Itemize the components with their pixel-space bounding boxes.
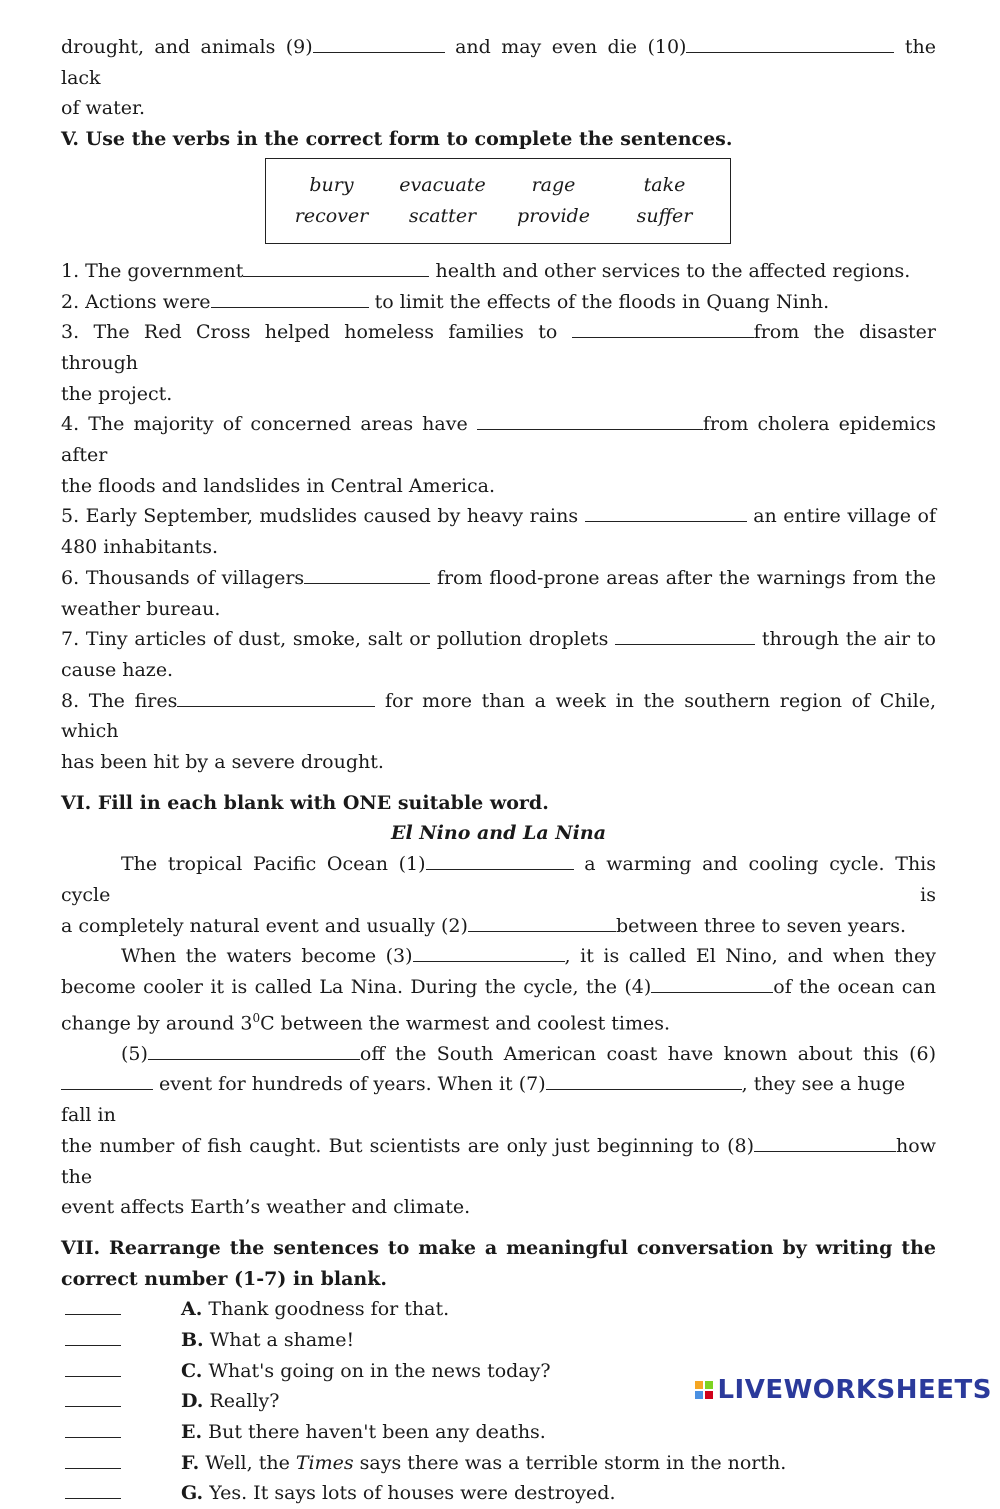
section-7-heading: VII. Rearrange the sentences to make a meaningful conversation by writing the correct number (1-7) in blank. (61, 1236, 936, 1290)
letter: B. (181, 1329, 204, 1352)
item-1 (61, 256, 936, 287)
p3-line-3 (61, 1131, 936, 1192)
text: 4. The majority of concerned areas have (61, 413, 468, 436)
answer-blank-2[interactable] (468, 911, 616, 932)
section-6-heading: VI. Fill in each blank with ONE suitable word. (61, 791, 549, 814)
word: suffer (636, 204, 693, 227)
top-line-2: of water. (61, 97, 146, 120)
logo-mark-icon (695, 1381, 713, 1399)
text: change by around 3 (61, 1012, 253, 1035)
text: 8. The fires (61, 689, 178, 712)
word: bury (309, 173, 354, 196)
word: provide (517, 204, 590, 227)
text: 1. The government (61, 259, 244, 282)
text: become cooler it is called La Nina. During the cycle, the (4) (61, 975, 652, 998)
conversation-item-f (61, 1448, 936, 1479)
text: Thank goodness for that. (208, 1298, 450, 1321)
answer-blank[interactable] (304, 563, 430, 584)
text (181, 1417, 546, 1448)
answer-blank[interactable] (243, 256, 429, 277)
text: C between the warmest and coolest times. (260, 1012, 671, 1035)
letter: E. (181, 1421, 203, 1444)
letter: C. (181, 1359, 203, 1382)
text: What a shame! (209, 1329, 355, 1352)
letter: A. (181, 1298, 203, 1321)
logo-square (705, 1391, 713, 1399)
item-3 (61, 317, 936, 378)
order-blank[interactable] (65, 1358, 121, 1377)
item-4 (61, 409, 936, 470)
text: to limit the effects of the floods in Quang Ninh. (374, 290, 830, 313)
text (181, 1448, 786, 1479)
text: from flood-prone areas after the warnings from the (436, 566, 937, 589)
word-box (265, 158, 731, 244)
text: 7. Tiny articles of dust, smoke, salt or pollution droplets (61, 628, 609, 651)
logo-text: LIVEWORKSHEETS (717, 1375, 992, 1405)
p3-line-4: event affects Earth’s weather and climate. (61, 1196, 471, 1219)
text: drought, and animals (9) (61, 36, 313, 58)
text: The tropical Pacific Ocean (1) (121, 853, 426, 876)
text: event for hundreds of years. When it (7) (159, 1073, 546, 1096)
text: But there haven't been any deaths. (208, 1421, 546, 1444)
item-6 (61, 563, 936, 594)
text: for more than a week in the southern region of Chile, which (61, 689, 936, 743)
p1-line-2 (61, 911, 936, 942)
item-4-cont: the floods and landslides in Central America. (61, 474, 496, 497)
item-8-cont: has been hit by a severe drought. (61, 751, 384, 774)
order-blank[interactable] (65, 1296, 121, 1315)
text: 5. Early September, mudslides caused by heavy rains (61, 505, 579, 528)
order-blank[interactable] (65, 1480, 121, 1499)
text: from the disaster through (61, 321, 937, 374)
item-5-cont: 480 inhabitants. (61, 536, 219, 559)
answer-blank-1[interactable] (426, 849, 574, 870)
text (181, 1325, 354, 1356)
letter: G. (181, 1482, 204, 1505)
logo-square (695, 1391, 703, 1399)
item-3-cont: the project. (61, 382, 173, 405)
word: take (643, 173, 686, 196)
text: how the (61, 1134, 936, 1188)
answer-blank[interactable] (211, 287, 369, 308)
item-5 (61, 501, 936, 532)
item-7-cont: cause haze. (61, 658, 174, 681)
text (181, 1478, 615, 1509)
passage-title: El Nino and La Nina (390, 822, 607, 845)
answer-blank-9[interactable] (313, 32, 445, 53)
section-5-heading: V. Use the verbs in the correct form to complete the sentences. (61, 128, 733, 151)
text: Really? (209, 1390, 280, 1413)
p1-line-1 (61, 849, 936, 910)
conversation-item-e (61, 1417, 936, 1448)
text: between three to seven years. (615, 914, 907, 937)
p2-line-3 (61, 1003, 936, 1039)
conversation-item-b (61, 1325, 936, 1356)
text: an entire village of (753, 505, 937, 528)
text: , it is called El Nino, and when they (564, 945, 936, 968)
answer-blank[interactable] (177, 686, 375, 707)
text: health and other services to the affected regions. (435, 259, 911, 282)
answer-blank[interactable] (615, 624, 755, 645)
conversation-item-g (61, 1478, 936, 1509)
item-8 (61, 686, 936, 747)
order-blank[interactable] (65, 1450, 121, 1469)
conversation-item-a (61, 1294, 936, 1325)
text: 3. The Red Cross helped homeless families to (61, 321, 558, 344)
answer-blank[interactable] (572, 317, 754, 338)
text: of the ocean can (773, 975, 936, 998)
answer-blank-3[interactable] (413, 941, 565, 962)
answer-blank[interactable] (585, 501, 747, 522)
answer-blank-8[interactable] (754, 1131, 896, 1152)
word: scatter (408, 204, 477, 227)
text: What's going on in the news today? (208, 1359, 551, 1382)
answer-blank[interactable] (477, 409, 703, 430)
answer-blank-5[interactable] (148, 1039, 360, 1060)
p3-line-1 (61, 1039, 936, 1070)
text: , they see a huge fall in (61, 1073, 906, 1127)
item-6-cont: weather bureau. (61, 597, 221, 620)
text: 6. Thousands of villagers (61, 566, 305, 589)
p2-line-1 (61, 941, 936, 972)
text: the number of fish caught. But scientists are only just beginning to (8) (61, 1134, 755, 1157)
text: When the waters become (3) (121, 945, 413, 968)
answer-blank-4[interactable] (651, 972, 773, 993)
p2-line-2 (61, 972, 936, 1003)
text (181, 1356, 551, 1387)
item-2 (61, 287, 936, 318)
answer-blank-10[interactable] (686, 32, 894, 53)
letter: D. (181, 1390, 204, 1413)
liveworksheets-logo[interactable] (695, 1375, 992, 1405)
logo-square (705, 1381, 713, 1389)
order-blank[interactable] (65, 1419, 121, 1438)
text: through the air to (761, 628, 936, 651)
word: evacuate (399, 173, 486, 196)
text: from cholera epidemics after (61, 413, 936, 467)
worksheet-page (61, 32, 936, 1509)
text: (5) (121, 1042, 148, 1065)
word: recover (294, 204, 369, 227)
p3-line-2 (61, 1069, 936, 1130)
answer-blank-6[interactable] (61, 1069, 153, 1090)
text: the lack (61, 36, 936, 89)
text: Well, the (205, 1451, 296, 1474)
answer-blank-7[interactable] (546, 1069, 742, 1090)
text: Yes. It says lots of houses were destroyed. (209, 1482, 616, 1505)
order-blank[interactable] (65, 1388, 121, 1407)
top-line-1 (61, 32, 936, 93)
text: Times (295, 1451, 354, 1474)
item-7 (61, 624, 936, 655)
text: a warming and cooling cycle. This cycle is (61, 853, 937, 906)
text: and may even die (10) (455, 36, 687, 58)
text (181, 1294, 449, 1325)
order-blank[interactable] (65, 1327, 121, 1346)
text: says there was a terrible storm in the north. (353, 1451, 787, 1474)
word: rage (531, 173, 576, 196)
superscript: 0 (252, 1010, 261, 1025)
text: a completely natural event and usually (2) (61, 914, 468, 937)
logo-square (695, 1381, 703, 1389)
text: off the South American coast have known about this (6) (359, 1042, 936, 1065)
letter: F. (181, 1451, 200, 1474)
text: 2. Actions were (61, 290, 211, 313)
